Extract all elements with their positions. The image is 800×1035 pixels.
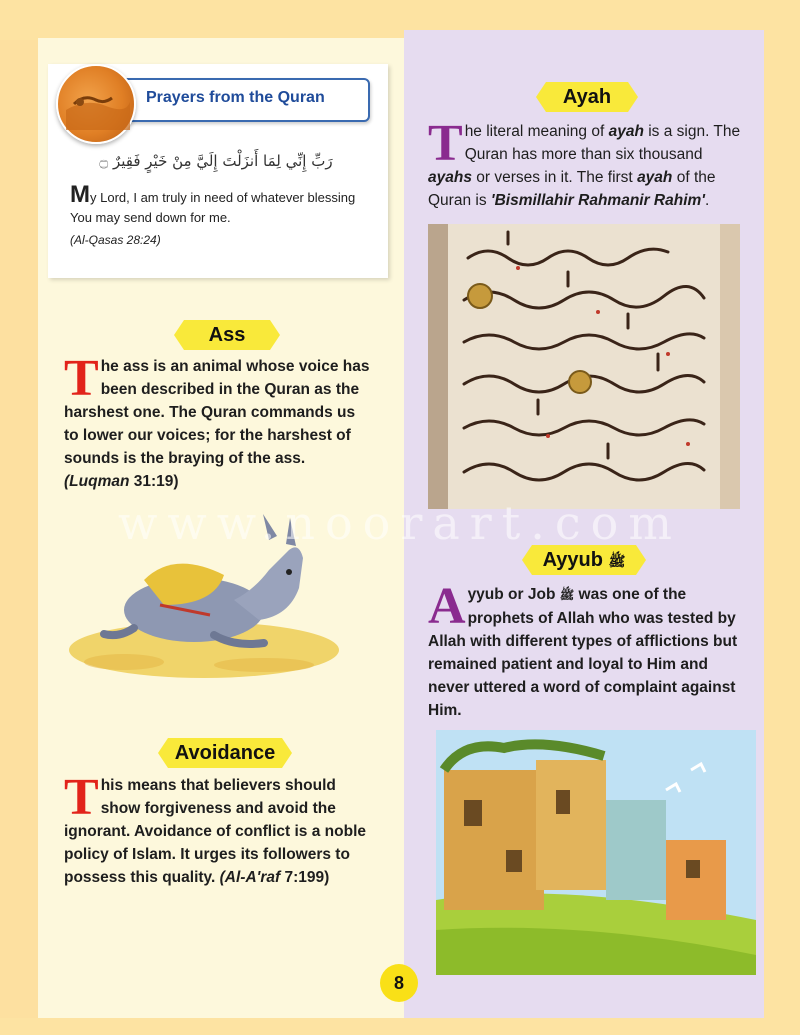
ayah-t3: or verses in it. The first xyxy=(471,169,638,186)
heading-avoidance: Avoidance xyxy=(168,738,282,768)
watermark: www.noorart.com xyxy=(118,496,682,550)
town-illustration xyxy=(436,730,756,975)
ayyub-drop-cap: A xyxy=(428,578,466,635)
prayer-arabic: رَبِّ إِنِّي لِمَا أَنزَلْتَ إِلَيَّ مِنْ خَيْرٍ فَقِيرٌ ۝ xyxy=(99,152,333,170)
prayer-body: y Lord, I am truly in need of whatever blessing You may send down for me. xyxy=(70,190,356,225)
ayah-text xyxy=(428,115,748,212)
ayah-drop-cap: T xyxy=(428,115,463,172)
calligraphy-manuscript-image xyxy=(428,224,740,509)
ass-body: been described in the Quran as the harshest one. The Quran commands us to lower our voices; for the harshest of sounds is the braying of the ass. xyxy=(64,381,360,467)
prayer-title: Prayers from the Quran xyxy=(146,89,325,106)
prayer-badge-image xyxy=(56,64,136,144)
ayah-t1-ital: ayah xyxy=(608,123,644,140)
ayyub-text-b: was one of the prophets of Allah who was tested by Allah with different types of afflictions but remained patient and loyal to Him and never uttered a word of complaint against Him. xyxy=(428,586,738,719)
ass-ref-book: (Luqman xyxy=(64,473,130,490)
ass-text xyxy=(64,350,374,493)
ayyub-honorific: ﷺ xyxy=(608,553,626,569)
ass-line1: he ass is an animal whose voice has xyxy=(100,358,370,375)
avoidance-body: his means that believers should show forgiveness and avoid the ignorant. Avoidance of conflict is a noble policy of Islam. It urges its followers to possess this quality. xyxy=(64,777,366,886)
heading-ayah: Ayah xyxy=(546,82,628,112)
avoidance-ref-book: (Al-A'raf xyxy=(215,869,281,886)
ayah-t5: . xyxy=(704,192,710,209)
avoidance-text xyxy=(64,769,374,889)
avoidance-ref-verse: 7:199) xyxy=(280,869,330,886)
heading-ass: Ass xyxy=(184,320,270,350)
ass-ref-verse: 31:19) xyxy=(129,473,179,490)
avoidance-drop-cap: T xyxy=(64,769,99,826)
ayyub-heading-text: Ayyub xyxy=(542,549,603,571)
ayah-t1: he literal meaning of xyxy=(464,123,609,140)
ayyub-text xyxy=(428,578,748,722)
page-number: 8 xyxy=(380,964,418,1002)
ayyub-text-a: yyub or Job xyxy=(467,586,560,603)
desert-hands-icon xyxy=(66,80,130,130)
ayyub-honorific-inline: ﷺ xyxy=(559,588,575,602)
prayer-reference: (Al-Qasas 28:24) xyxy=(70,233,161,247)
ass-drop-cap: T xyxy=(64,350,99,407)
bottom-band xyxy=(0,1018,800,1035)
ayah-t3-ital: ayah xyxy=(637,169,673,186)
prayer-text xyxy=(70,181,370,228)
ayah-t2: is a sign. The Quran has more than six thousand xyxy=(464,123,741,163)
ayah-t4-ital: 'Bismillahir Rahmanir Rahim' xyxy=(490,192,705,209)
ayah-t4: of the Quran is xyxy=(428,169,716,209)
ayah-t2-ital: ayahs xyxy=(428,169,472,186)
prayer-drop-cap: M xyxy=(70,181,90,208)
